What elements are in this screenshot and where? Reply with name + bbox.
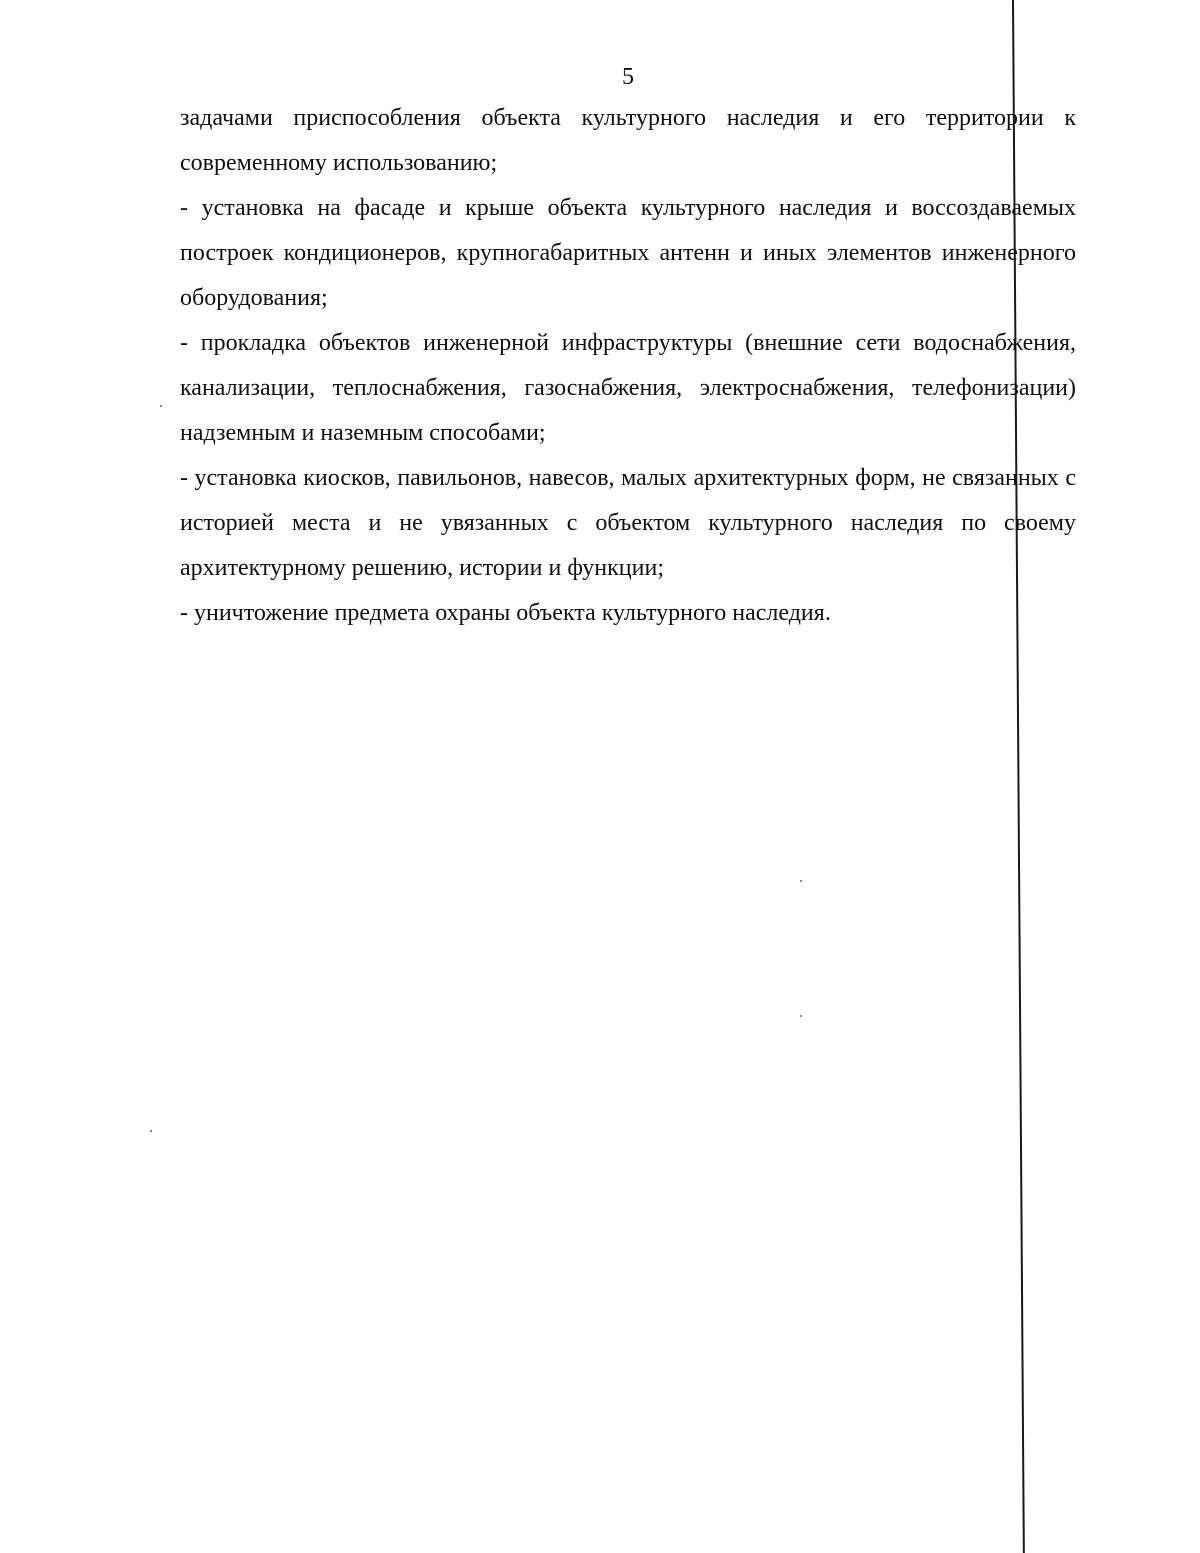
paragraph-kiosks-pavilions: - установка киосков, павильонов, навесов, малых архитектурных форм, не связанных с историей места и не увязанных с объектом культурного наследия по своему архитектурному решению, истории и функции; bbox=[180, 465, 1076, 581]
paragraph-facade-installations: - установка на фасаде и крыше объекта культурного наследия и воссоздаваемых построек кондиционеров, крупногабаритных антенн и иных элементов инженерного оборудования; bbox=[180, 195, 1076, 311]
scan-speck bbox=[160, 405, 162, 407]
page-number: 5 bbox=[622, 64, 634, 90]
paragraph-engineering-infrastructure: - прокладка объектов инженерной инфраструктуры (внешние сети водоснабжения, канализации, теплоснабжения, газоснабжения, электроснабжения, телефонизации) надземным и наземным способами; bbox=[180, 330, 1076, 446]
paragraph-protection-subject: - уничтожение предмета охраны объекта культурного наследия. bbox=[180, 600, 831, 626]
scan-speck bbox=[800, 880, 802, 882]
document-body bbox=[180, 96, 1076, 636]
scan-speck bbox=[150, 1130, 152, 1132]
scan-speck bbox=[800, 1015, 802, 1017]
paragraph-adaptation-tasks: задачами приспособления объекта культурного наследия и его территории к современному использованию; bbox=[180, 105, 1076, 176]
